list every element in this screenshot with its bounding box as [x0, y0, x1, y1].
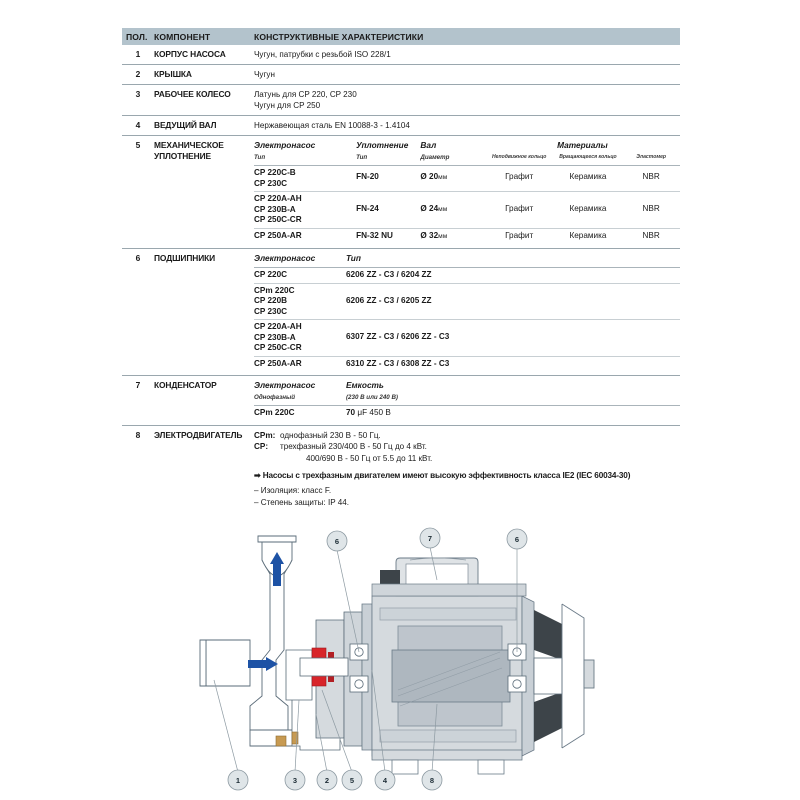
callout-6-left-bearing[interactable] — [327, 531, 347, 551]
pump-model: CP 230C — [254, 306, 288, 316]
char-line: Чугун для CP 250 — [254, 101, 321, 110]
seal-pump-models — [254, 166, 356, 192]
seal-head-materials: Материалы — [557, 140, 608, 150]
callout-label: 3 — [292, 776, 298, 785]
diameter-unit: мм — [438, 232, 448, 240]
seal-type: FN-20 — [356, 166, 420, 192]
bearings-data-row — [254, 283, 680, 320]
motor-key: CPm: — [254, 430, 276, 440]
seal-pump-models — [254, 192, 356, 229]
seal-data-row — [254, 192, 680, 229]
pump-model: CP 250A-AR — [254, 358, 302, 368]
seal-elastomer: NBR — [622, 192, 680, 229]
seal-type: FN-24 — [356, 192, 420, 229]
motor-key: CP: — [254, 442, 269, 451]
motor-dash-line: – Изоляция: класс F. — [254, 486, 332, 495]
row-component: КОНДЕНСАТОР — [154, 380, 217, 390]
bearings-data-row — [254, 268, 680, 284]
terminal-box — [372, 558, 526, 596]
pump-model: CP 230B-A — [254, 332, 296, 342]
table-row — [122, 65, 680, 85]
row-pos: 5 — [135, 140, 141, 150]
motor-efficiency-note — [254, 470, 680, 481]
motor-spec-line — [254, 441, 680, 453]
capacitor-subhead-phase: Однофазный — [254, 394, 296, 401]
seal-elastomer: NBR — [622, 166, 680, 192]
row-pos: 2 — [135, 69, 141, 79]
seal-stationary: Графит — [485, 166, 554, 192]
pump-cutaway-diagram — [0, 500, 800, 800]
row-characteristics — [254, 120, 680, 131]
callout-6-right-bearing[interactable] — [507, 529, 527, 549]
pump-model: CP 220C — [254, 270, 288, 279]
row-component — [154, 140, 254, 162]
bearings-head-type: Тип — [346, 253, 361, 263]
row-characteristics — [254, 89, 680, 111]
seal-rotating: Керамика — [554, 166, 623, 192]
seal-subhead-row-2 — [254, 152, 680, 166]
pump-model: CP 230B-A — [254, 204, 296, 214]
bearings-type: 6310 ZZ - C3 / 6308 ZZ - C3 — [346, 358, 450, 368]
diameter-unit: мм — [438, 174, 448, 181]
table-row — [122, 45, 680, 65]
diameter-unit: мм — [438, 206, 448, 213]
char-line: Чугун, патрубки с резьбой ISO 228/1 — [254, 50, 391, 59]
pump-model: CP 220A-AH — [254, 322, 302, 331]
bearings-type: 6206 ZZ - C3 / 6205 ZZ — [346, 283, 680, 320]
row-characteristics — [254, 140, 680, 244]
row-component: РАБОЧЕЕ КОЛЕСО — [154, 89, 231, 99]
table-row-bearings — [122, 249, 680, 376]
motor-dash-line: – Степень защиты: IP 44. — [254, 498, 349, 507]
callout-label: 1 — [235, 776, 241, 785]
row-characteristics — [254, 49, 680, 60]
capacitor-subhead-row — [254, 392, 680, 406]
capacitor-head-pump: Электронасос — [254, 380, 316, 390]
callout-label: 4 — [382, 776, 388, 785]
row-pos: 1 — [135, 49, 141, 59]
fan-cover — [562, 604, 594, 748]
row-characteristics — [254, 69, 680, 80]
char-line: Латунь для CP 220, CP 230 — [254, 90, 357, 99]
row-component: КРЫШКА — [154, 69, 192, 79]
bearings-type: 6206 ZZ - C3 / 6204 ZZ — [346, 268, 680, 284]
seal-elastomer: NBR — [642, 230, 660, 240]
callout-3-impeller[interactable] — [285, 770, 305, 790]
seal-pump-models — [254, 228, 356, 244]
row-pos: 7 — [135, 380, 141, 390]
motor-indent-line: 400/690 В - 50 Гц от 5.5 до 11 кВт. — [306, 453, 433, 463]
row-component: КОРПУС НАСОСА — [154, 49, 226, 59]
char-line: Нержавеющая сталь EN 10088-3 - 1.4104 — [254, 121, 410, 130]
table-row — [122, 85, 680, 116]
seal-subtable — [254, 140, 680, 244]
bearings-pump-models — [254, 320, 346, 357]
callout-label: 7 — [427, 534, 433, 543]
cooling-fan — [534, 610, 562, 742]
callout-label: 5 — [349, 776, 355, 785]
callout-7-capacitor[interactable] — [420, 528, 440, 548]
row-characteristics — [254, 430, 680, 510]
seal-stationary: Графит — [485, 192, 554, 229]
pump-model: CP 250C-CR — [254, 215, 302, 224]
seal-subhead-elastomer: Эластомер — [636, 154, 667, 160]
callout-label: 6 — [514, 535, 520, 544]
seal-diameter — [420, 192, 484, 229]
capacitor-subtable — [254, 380, 680, 421]
header-component: КОМПОНЕНТ — [154, 31, 211, 42]
pump-model: CP 250A-AR — [254, 230, 302, 240]
bearings-pump-models — [254, 356, 346, 371]
row-characteristics — [254, 380, 680, 421]
pump-model: CP 220A-AH — [254, 194, 302, 203]
callout-label: 2 — [324, 776, 330, 785]
motor-value: однофазный 230 В - 50 Гц. — [280, 430, 381, 440]
bearings-type: 6307 ZZ - C3 / 6206 ZZ - C3 — [346, 320, 680, 357]
seal-diameter — [420, 228, 484, 244]
bearings-head-row — [254, 253, 680, 268]
callout-label: 8 — [429, 776, 435, 785]
arrow-icon: ➡ — [254, 471, 261, 480]
bearings-pump-models — [254, 283, 346, 320]
motor-spec-line — [254, 430, 680, 442]
table-header-row — [122, 28, 680, 45]
char-line: Чугун — [254, 70, 275, 79]
pump-model: CP 250C-CR — [254, 343, 302, 352]
capacitor-value: 70 — [346, 408, 356, 417]
capacitor-data-row — [254, 406, 680, 421]
bearings-subtable — [254, 253, 680, 371]
bearings-head-pump: Электронасос — [254, 253, 316, 263]
seal-rotating: Керамика — [554, 192, 623, 229]
seal-subhead-row-1 — [254, 140, 680, 152]
capacitor-head-capacity: Емкость — [346, 380, 384, 390]
component-line: МЕХАНИЧЕСКОЕ — [154, 140, 224, 150]
motor-value: трехфазный 230/400 В - 50 Гц до 4 кВт. — [280, 442, 427, 451]
pump-model: CP 220C-B — [254, 168, 296, 177]
seal-subhead-seal-type: Тип — [356, 154, 368, 161]
callout-1-pump-casing[interactable] — [228, 770, 248, 790]
row-pos: 3 — [135, 89, 141, 99]
seal-head-seal: Уплотнение — [356, 140, 409, 150]
seal-type: FN-32 NU — [356, 230, 393, 240]
seal-stationary: Графит — [505, 230, 534, 240]
row-component: ЭЛЕКТРОДВИГАТЕЛЬ — [154, 429, 243, 440]
table-row — [122, 116, 680, 136]
row-pos: 8 — [135, 429, 141, 440]
seal-head-pump: Электронасос — [254, 140, 316, 150]
motor-base — [372, 750, 522, 774]
callout-5-mechanical-seal[interactable] — [342, 770, 362, 790]
drive-shaft — [300, 658, 348, 676]
component-line: УПЛОТНЕНИЕ — [154, 151, 212, 161]
header-pos: ПОЛ. — [126, 31, 148, 42]
row-pos: 4 — [135, 120, 141, 130]
diameter-value: Ø 20 — [420, 172, 439, 181]
seal-data-row — [254, 228, 680, 244]
callout-2-cover[interactable] — [317, 770, 337, 790]
capacitor-head-row — [254, 380, 680, 392]
diameter-value: Ø 24 — [420, 204, 439, 213]
seal-data-row — [254, 166, 680, 192]
capacitor-value-cell — [346, 406, 680, 421]
seal-head-shaft: Вал — [420, 140, 437, 150]
specification-table — [122, 28, 680, 513]
pump-casing-outline — [200, 536, 296, 746]
motor-note-text: Насосы с трехфазным двигателем имеют высокую эффективность класса IE2 (IEC 60034-30) — [262, 471, 631, 480]
seal-diameter — [420, 166, 484, 192]
row-pos: 6 — [135, 253, 141, 263]
capacitor-pump-model: CPm 220C — [254, 408, 295, 417]
callout-8-motor[interactable] — [422, 770, 442, 790]
bearings-pump-models — [254, 268, 346, 284]
diameter-value: Ø 32 — [420, 230, 439, 240]
callout-label: 6 — [334, 537, 340, 546]
pump-model: CP 220B — [254, 296, 288, 305]
seal-subhead-stationary-ring: Неподвижное кольцо — [491, 154, 547, 160]
bearings-data-row — [254, 320, 680, 357]
table-row-capacitor — [122, 376, 680, 426]
capacitor-subhead-voltage: (230 В или 240 В) — [346, 394, 398, 401]
header-characteristics: КОНСТРУКТИВНЫЕ ХАРАКТЕРИСТИКИ — [254, 31, 424, 42]
table-row-mechanical-seal — [122, 136, 680, 249]
bearings-data-row — [254, 356, 680, 371]
row-characteristics — [254, 253, 680, 371]
seal-subhead-diameter: Диаметр — [420, 154, 450, 161]
seal-rotating: Керамика — [569, 230, 607, 240]
pump-model: CP 230C — [254, 178, 288, 188]
capacitor-unit: μF 450 В — [357, 408, 391, 417]
row-component: ВЕДУЩИЙ ВАЛ — [154, 120, 217, 130]
row-component: ПОДШИПНИКИ — [154, 253, 216, 263]
seal-subhead-pump-type: Тип — [254, 154, 266, 161]
seal-subhead-rotating-ring: Вращающееся кольцо — [559, 154, 617, 160]
pump-model: CPm 220C — [254, 285, 295, 295]
callout-4-drive-shaft[interactable] — [375, 770, 395, 790]
